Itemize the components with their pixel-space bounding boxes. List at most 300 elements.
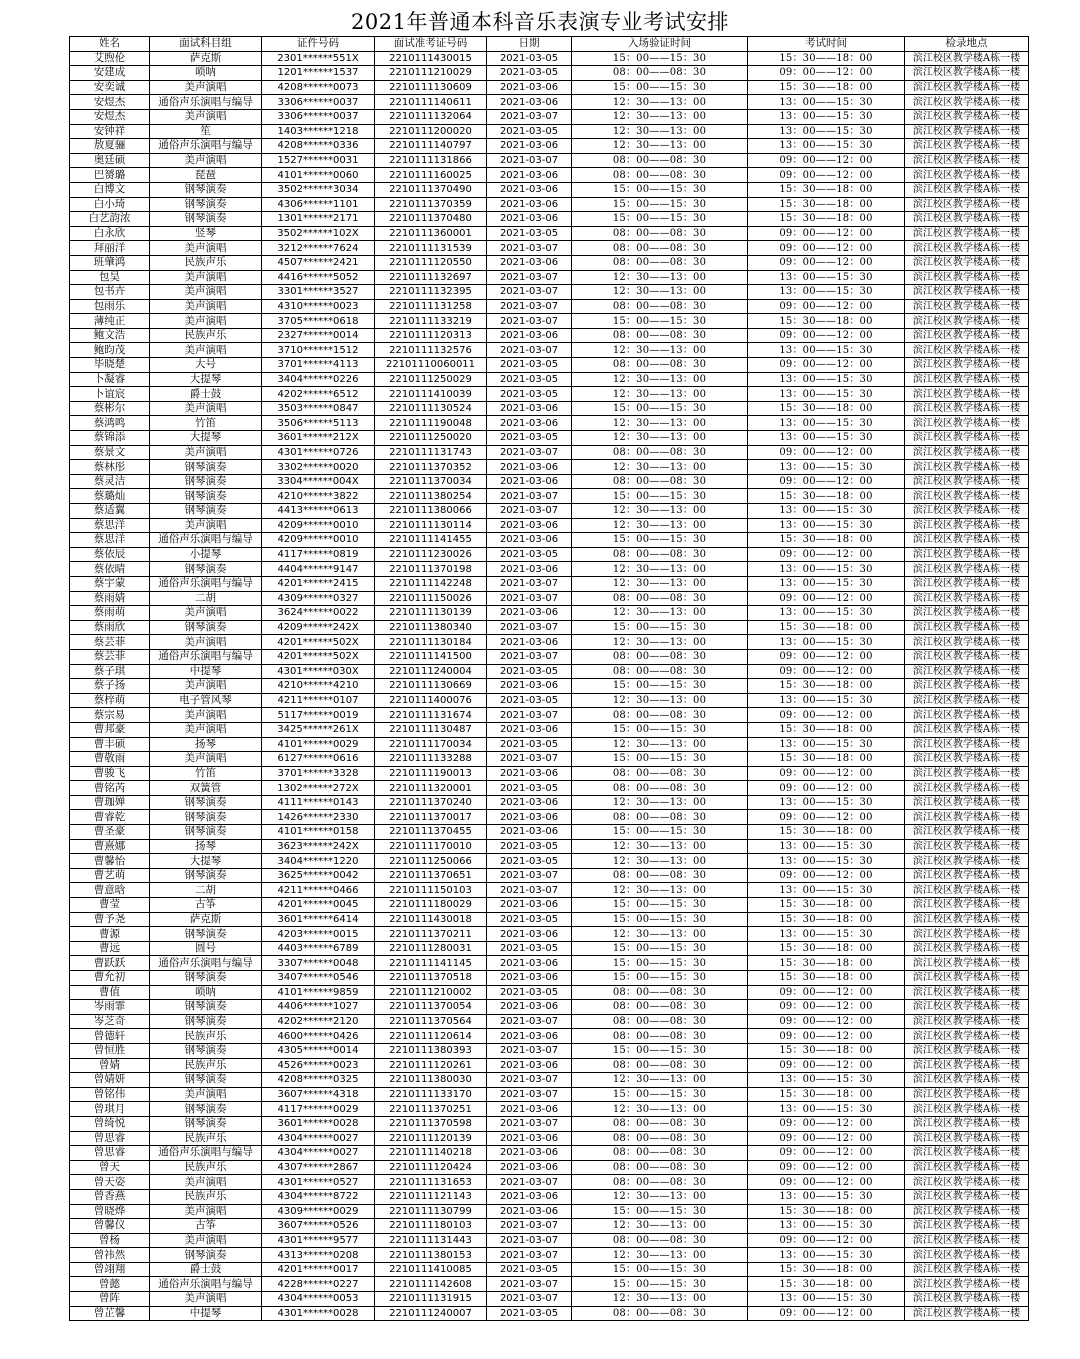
cell-id-number: 4101******0060: [262, 168, 375, 183]
cell-checkin-location: 滨江校区教学楼A栋一楼: [905, 431, 1029, 446]
cell-admission-number: 2210111131915: [375, 1292, 487, 1307]
cell-date: 2021-03-06: [487, 1189, 572, 1204]
cell-name: 曾思睿: [70, 1146, 150, 1161]
column-header-subject: 面试科目组: [150, 37, 262, 52]
column-header-entry-time: 入场验证时间: [572, 37, 748, 52]
cell-checkin-location: 滨江校区教学楼A栋一楼: [905, 124, 1029, 139]
cell-entry-time: 12：30——13：00: [572, 387, 748, 402]
cell-entry-time: 08：00——08：30: [572, 1029, 748, 1044]
cell-id-number: 3304******004X: [262, 474, 375, 489]
cell-admission-number: 2210111360001: [375, 226, 487, 241]
cell-subject: 大号: [150, 358, 262, 373]
cell-entry-time: 15：00——15：30: [572, 825, 748, 840]
cell-checkin-location: 滨江校区教学楼A栋一楼: [905, 387, 1029, 402]
cell-checkin-location: 滨江校区教学楼A栋一楼: [905, 985, 1029, 1000]
cell-name: 曾懿: [70, 1277, 150, 1292]
cell-checkin-location: 滨江校区教学楼A栋一楼: [905, 1000, 1029, 1015]
cell-id-number: 4406******1027: [262, 1000, 375, 1015]
cell-entry-time: 12：30——13：00: [572, 562, 748, 577]
cell-exam-time: 09：00——12：00: [748, 1058, 905, 1073]
table-row: [70, 401, 1029, 416]
cell-entry-time: 12：30——13：00: [572, 927, 748, 942]
cell-admission-number: 2210111370564: [375, 1014, 487, 1029]
page-title: 2021年普通本科音乐表演专业考试安排: [351, 10, 729, 34]
cell-name: 鲍昀茂: [70, 343, 150, 358]
cell-id-number: 4101******0029: [262, 737, 375, 752]
cell-name: 巴赟璐: [70, 168, 150, 183]
cell-name: 蔡雨欣: [70, 620, 150, 635]
cell-entry-time: 12：30——13：00: [572, 737, 748, 752]
cell-exam-time: 09：00——12：00: [748, 226, 905, 241]
cell-subject: 竖琴: [150, 226, 262, 241]
cell-name: 曾绮悦: [70, 1116, 150, 1131]
cell-id-number: 3302******0020: [262, 460, 375, 475]
cell-name: 曾铭伟: [70, 1087, 150, 1102]
cell-exam-time: 13：00——15：30: [748, 387, 905, 402]
cell-checkin-location: 滨江校区教学楼A栋一楼: [905, 547, 1029, 562]
cell-subject: 笙: [150, 124, 262, 139]
cell-subject: 萨克斯: [150, 51, 262, 66]
cell-id-number: 4600******0426: [262, 1029, 375, 1044]
cell-id-number: 3701******3328: [262, 766, 375, 781]
cell-date: 2021-03-06: [487, 795, 572, 810]
cell-name: 曹珈婵: [70, 795, 150, 810]
cell-admission-number: 2210111132576: [375, 343, 487, 358]
cell-checkin-location: 滨江校区教学楼A栋一楼: [905, 241, 1029, 256]
cell-entry-time: 15：00——15：30: [572, 620, 748, 635]
table-row: [70, 1131, 1029, 1146]
cell-date: 2021-03-07: [487, 343, 572, 358]
table-row: [70, 1000, 1029, 1015]
cell-date: 2021-03-05: [487, 912, 572, 927]
cell-name: 拜丽洋: [70, 241, 150, 256]
cell-name: 蔡宗易: [70, 708, 150, 723]
cell-id-number: 4309******0327: [262, 591, 375, 606]
cell-entry-time: 15：00——15：30: [572, 752, 748, 767]
cell-exam-time: 13：00——15：30: [748, 460, 905, 475]
cell-date: 2021-03-05: [487, 124, 572, 139]
cell-id-number: 2301******551X: [262, 51, 375, 66]
cell-exam-time: 13：00——15：30: [748, 1292, 905, 1307]
cell-entry-time: 12：30——13：00: [572, 883, 748, 898]
table-row: [70, 766, 1029, 781]
cell-subject: 美声演唱: [150, 722, 262, 737]
cell-name: 白博文: [70, 182, 150, 197]
cell-entry-time: 08：00——08：30: [572, 226, 748, 241]
cell-subject: 美声演唱: [150, 270, 262, 285]
cell-admission-number: 2210111141455: [375, 533, 487, 548]
cell-admission-number: 2210111132697: [375, 270, 487, 285]
cell-id-number: 3607******4318: [262, 1087, 375, 1102]
cell-id-number: 4403******6789: [262, 941, 375, 956]
cell-id-number: 4305******0014: [262, 1043, 375, 1058]
cell-admission-number: 2210111133170: [375, 1087, 487, 1102]
cell-date: 2021-03-06: [487, 1131, 572, 1146]
cell-admission-number: 2210111250020: [375, 431, 487, 446]
cell-date: 2021-03-05: [487, 358, 572, 373]
cell-entry-time: 08：00——08：30: [572, 1233, 748, 1248]
cell-checkin-location: 滨江校区教学楼A栋一楼: [905, 95, 1029, 110]
cell-id-number: 3502******102X: [262, 226, 375, 241]
exam-schedule-table: [69, 36, 1029, 1321]
cell-name: 蔡子琪: [70, 664, 150, 679]
cell-id-number: 4201******502X: [262, 649, 375, 664]
cell-id-number: 3503******0847: [262, 401, 375, 416]
cell-exam-time: 13：00——15：30: [748, 1248, 905, 1263]
cell-checkin-location: 滨江校区教学楼A栋一楼: [905, 504, 1029, 519]
cell-admission-number: 2210111131653: [375, 1175, 487, 1190]
table-row: [70, 868, 1029, 883]
cell-checkin-location: 滨江校区教学楼A栋一楼: [905, 606, 1029, 621]
cell-subject: 中提琴: [150, 1306, 262, 1321]
cell-admission-number: 2210111120261: [375, 1058, 487, 1073]
cell-entry-time: 12：30——13：00: [572, 95, 748, 110]
cell-id-number: 1403******1218: [262, 124, 375, 139]
cell-entry-time: 12：30——13：00: [572, 1248, 748, 1263]
cell-name: 蔡灵洁: [70, 474, 150, 489]
cell-subject: 通俗声乐演唱与编导: [150, 1277, 262, 1292]
cell-entry-time: 12：30——13：00: [572, 343, 748, 358]
cell-subject: 美声演唱: [150, 401, 262, 416]
cell-entry-time: 08：00——08：30: [572, 781, 748, 796]
table-row: [70, 722, 1029, 737]
cell-name: 白永欣: [70, 226, 150, 241]
cell-subject: 美声演唱: [150, 109, 262, 124]
table-row: [70, 971, 1029, 986]
cell-id-number: 3601******212X: [262, 431, 375, 446]
cell-entry-time: 08：00——08：30: [572, 1014, 748, 1029]
cell-date: 2021-03-05: [487, 854, 572, 869]
cell-checkin-location: 滨江校区教学楼A栋一楼: [905, 1219, 1029, 1234]
cell-admission-number: 2210111120550: [375, 255, 487, 270]
cell-id-number: 4310******0023: [262, 299, 375, 314]
cell-admission-number: 2210111430018: [375, 912, 487, 927]
table-row: [70, 343, 1029, 358]
cell-id-number: 3306******0037: [262, 95, 375, 110]
cell-id-number: 4307******2867: [262, 1160, 375, 1175]
cell-name: 曾婧妍: [70, 1073, 150, 1088]
cell-id-number: 3502******3034: [262, 182, 375, 197]
cell-entry-time: 12：30——13：00: [572, 1219, 748, 1234]
cell-exam-time: 13：00——15：30: [748, 737, 905, 752]
cell-exam-time: 13：00——15：30: [748, 795, 905, 810]
cell-admission-number: 2210111410085: [375, 1262, 487, 1277]
cell-exam-time: 13：00——15：30: [748, 431, 905, 446]
cell-subject: 美声演唱: [150, 635, 262, 650]
cell-date: 2021-03-07: [487, 1175, 572, 1190]
cell-date: 2021-03-07: [487, 1277, 572, 1292]
cell-admission-number: 2210111370198: [375, 562, 487, 577]
cell-checkin-location: 滨江校区教学楼A栋一楼: [905, 1029, 1029, 1044]
cell-checkin-location: 滨江校区教学楼A栋一楼: [905, 898, 1029, 913]
cell-admission-number: 2210111120424: [375, 1160, 487, 1175]
cell-id-number: 3625******0042: [262, 868, 375, 883]
cell-subject: 钢琴演奏: [150, 182, 262, 197]
cell-id-number: 4201******0045: [262, 898, 375, 913]
cell-subject: 民族声乐: [150, 1058, 262, 1073]
cell-id-number: 4208******0336: [262, 139, 375, 154]
cell-id-number: 4210******3822: [262, 489, 375, 504]
cell-name: 蔡锦添: [70, 431, 150, 446]
cell-admission-number: 2210111190048: [375, 416, 487, 431]
cell-date: 2021-03-06: [487, 212, 572, 227]
cell-date: 2021-03-06: [487, 460, 572, 475]
cell-name: 蔡芸菲: [70, 635, 150, 650]
cell-name: 班肇鸿: [70, 255, 150, 270]
cell-date: 2021-03-07: [487, 1116, 572, 1131]
cell-subject: 钢琴演奏: [150, 474, 262, 489]
cell-exam-time: 09：00——12：00: [748, 766, 905, 781]
cell-name: 蔡彬尔: [70, 401, 150, 416]
cell-name: 岑雨霏: [70, 1000, 150, 1015]
cell-exam-time: 09：00——12：00: [748, 649, 905, 664]
cell-subject: 美声演唱: [150, 1204, 262, 1219]
cell-name: 蔡梓萌: [70, 693, 150, 708]
cell-checkin-location: 滨江校区教学楼A栋一楼: [905, 664, 1029, 679]
cell-checkin-location: 滨江校区教学楼A栋一楼: [905, 1233, 1029, 1248]
cell-checkin-location: 滨江校区教学楼A栋一楼: [905, 489, 1029, 504]
cell-admission-number: 2210111370034: [375, 474, 487, 489]
cell-exam-time: 13：00——15：30: [748, 635, 905, 650]
cell-subject: 美声演唱: [150, 1175, 262, 1190]
cell-id-number: 3425******261X: [262, 722, 375, 737]
cell-checkin-location: 滨江校区教学楼A栋一楼: [905, 1248, 1029, 1263]
cell-admission-number: 2210111120313: [375, 328, 487, 343]
cell-entry-time: 12：30——13：00: [572, 1292, 748, 1307]
cell-name: 曾琪月: [70, 1102, 150, 1117]
cell-date: 2021-03-07: [487, 883, 572, 898]
column-header-date: 日期: [487, 37, 572, 52]
cell-exam-time: 15：30——18：00: [748, 898, 905, 913]
table-row: [70, 1233, 1029, 1248]
table-row: [70, 956, 1029, 971]
cell-date: 2021-03-06: [487, 328, 572, 343]
cell-admission-number: 2210111141500: [375, 649, 487, 664]
cell-admission-number: 2210111370490: [375, 182, 487, 197]
cell-date: 2021-03-06: [487, 1000, 572, 1015]
column-header-admission-number: 面试准考证号码: [375, 37, 487, 52]
cell-entry-time: 12：30——13：00: [572, 576, 748, 591]
cell-subject: 钢琴演奏: [150, 504, 262, 519]
cell-checkin-location: 滨江校区教学楼A栋一楼: [905, 314, 1029, 329]
cell-entry-time: 08：00——08：30: [572, 664, 748, 679]
cell-admission-number: 2210111131674: [375, 708, 487, 723]
cell-admission-number: 2210111120614: [375, 1029, 487, 1044]
cell-exam-time: 13：00——15：30: [748, 927, 905, 942]
cell-admission-number: 2210111131866: [375, 153, 487, 168]
cell-id-number: 4301******0726: [262, 445, 375, 460]
cell-id-number: 4304******0027: [262, 1146, 375, 1161]
cell-date: 2021-03-07: [487, 109, 572, 124]
table-row: [70, 80, 1029, 95]
table-row: [70, 1029, 1029, 1044]
cell-entry-time: 15：00——15：30: [572, 898, 748, 913]
table-row: [70, 620, 1029, 635]
cell-admission-number: 2210111210029: [375, 66, 487, 81]
cell-checkin-location: 滨江校区教学楼A栋一楼: [905, 1014, 1029, 1029]
cell-name: 蔡雨萌: [70, 606, 150, 621]
cell-id-number: 3506******5113: [262, 416, 375, 431]
table-row: [70, 795, 1029, 810]
table-row: [70, 898, 1029, 913]
cell-date: 2021-03-06: [487, 1029, 572, 1044]
cell-checkin-location: 滨江校区教学楼A栋一楼: [905, 1189, 1029, 1204]
table-row: [70, 679, 1029, 694]
cell-entry-time: 15：00——15：30: [572, 1204, 748, 1219]
table-row: [70, 153, 1029, 168]
cell-checkin-location: 滨江校区教学楼A栋一楼: [905, 1116, 1029, 1131]
cell-date: 2021-03-05: [487, 781, 572, 796]
table-row: [70, 591, 1029, 606]
cell-exam-time: 09：00——12：00: [748, 1029, 905, 1044]
cell-checkin-location: 滨江校区教学楼A栋一楼: [905, 1087, 1029, 1102]
cell-admission-number: 2210111370240: [375, 795, 487, 810]
cell-name: 蔡璐灿: [70, 489, 150, 504]
cell-subject: 美声演唱: [150, 679, 262, 694]
cell-admission-number: 2210111380254: [375, 489, 487, 504]
cell-entry-time: 08：00——08：30: [572, 474, 748, 489]
cell-subject: 钢琴演奏: [150, 1102, 262, 1117]
cell-date: 2021-03-05: [487, 839, 572, 854]
cell-admission-number: 2210111130487: [375, 722, 487, 737]
cell-exam-time: 13：00——15：30: [748, 693, 905, 708]
table-row: [70, 255, 1029, 270]
cell-exam-time: 15：30——18：00: [748, 722, 905, 737]
table-row: [70, 1058, 1029, 1073]
cell-checkin-location: 滨江校区教学楼A栋一楼: [905, 299, 1029, 314]
cell-checkin-location: 滨江校区教学楼A栋一楼: [905, 927, 1029, 942]
cell-entry-time: 15：00——15：30: [572, 1043, 748, 1058]
cell-checkin-location: 滨江校区教学楼A栋一楼: [905, 1146, 1029, 1161]
cell-id-number: 4301******030X: [262, 664, 375, 679]
cell-exam-time: 09：00——12：00: [748, 1131, 905, 1146]
cell-checkin-location: 滨江校区教学楼A栋一楼: [905, 1160, 1029, 1175]
cell-name: 曾天: [70, 1160, 150, 1175]
cell-admission-number: 2210111280031: [375, 941, 487, 956]
cell-subject: 民族声乐: [150, 1029, 262, 1044]
cell-admission-number: 2210111130799: [375, 1204, 487, 1219]
cell-entry-time: 15：00——15：30: [572, 971, 748, 986]
cell-date: 2021-03-07: [487, 649, 572, 664]
cell-subject: 通俗声乐演唱与编导: [150, 533, 262, 548]
table-row: [70, 51, 1029, 66]
cell-date: 2021-03-07: [487, 1292, 572, 1307]
cell-name: 曹意晗: [70, 883, 150, 898]
table-row: [70, 299, 1029, 314]
cell-id-number: 4526******0023: [262, 1058, 375, 1073]
cell-checkin-location: 滨江校区教学楼A栋一楼: [905, 576, 1029, 591]
cell-admission-number: 22101110060011: [375, 358, 487, 373]
cell-entry-time: 12：30——13：00: [572, 1102, 748, 1117]
table-row: [70, 1189, 1029, 1204]
cell-checkin-location: 滨江校区教学楼A栋一楼: [905, 1277, 1029, 1292]
cell-subject: 竹笛: [150, 416, 262, 431]
cell-admission-number: 2210111370054: [375, 1000, 487, 1015]
cell-id-number: 3212******7624: [262, 241, 375, 256]
cell-entry-time: 08：00——08：30: [572, 358, 748, 373]
cell-exam-time: 15：30——18：00: [748, 752, 905, 767]
cell-entry-time: 12：30——13：00: [572, 431, 748, 446]
cell-id-number: 4201******502X: [262, 635, 375, 650]
cell-date: 2021-03-06: [487, 416, 572, 431]
cell-id-number: 4101******9859: [262, 985, 375, 1000]
cell-exam-time: 15：30——18：00: [748, 212, 905, 227]
cell-admission-number: 2210111210002: [375, 985, 487, 1000]
cell-checkin-location: 滨江校区教学楼A栋一楼: [905, 372, 1029, 387]
cell-checkin-location: 滨江校区教学楼A栋一楼: [905, 343, 1029, 358]
column-header-exam-time: 考试时间: [748, 37, 905, 52]
table-row: [70, 810, 1029, 825]
cell-entry-time: 08：00——08：30: [572, 1058, 748, 1073]
cell-date: 2021-03-07: [487, 591, 572, 606]
cell-date: 2021-03-07: [487, 1233, 572, 1248]
cell-name: 曹允初: [70, 971, 150, 986]
cell-admission-number: 2210111180103: [375, 1219, 487, 1234]
cell-admission-number: 2210111370598: [375, 1116, 487, 1131]
table-row: [70, 562, 1029, 577]
cell-admission-number: 2210111133219: [375, 314, 487, 329]
cell-id-number: 4210******4210: [262, 679, 375, 694]
cell-date: 2021-03-07: [487, 576, 572, 591]
cell-entry-time: 15：00——15：30: [572, 401, 748, 416]
cell-exam-time: 09：00——12：00: [748, 1160, 905, 1175]
cell-date: 2021-03-06: [487, 474, 572, 489]
cell-id-number: 3404******1220: [262, 854, 375, 869]
cell-id-number: 1426******2330: [262, 810, 375, 825]
cell-name: 艾煦伦: [70, 51, 150, 66]
table-row: [70, 474, 1029, 489]
cell-date: 2021-03-06: [487, 956, 572, 971]
cell-exam-time: 15：30——18：00: [748, 1262, 905, 1277]
cell-date: 2021-03-07: [487, 314, 572, 329]
cell-date: 2021-03-06: [487, 401, 572, 416]
cell-date: 2021-03-06: [487, 562, 572, 577]
cell-date: 2021-03-05: [487, 387, 572, 402]
cell-checkin-location: 滨江校区教学楼A栋一楼: [905, 212, 1029, 227]
cell-exam-time: 13：00——15：30: [748, 883, 905, 898]
cell-entry-time: 12：30——13：00: [572, 109, 748, 124]
cell-entry-time: 12：30——13：00: [572, 1073, 748, 1088]
cell-exam-time: 15：30——18：00: [748, 314, 905, 329]
cell-date: 2021-03-06: [487, 80, 572, 95]
cell-date: 2021-03-06: [487, 1204, 572, 1219]
cell-subject: 钢琴演奏: [150, 1073, 262, 1088]
cell-date: 2021-03-05: [487, 985, 572, 1000]
table-row: [70, 66, 1029, 81]
cell-admission-number: 2210111200020: [375, 124, 487, 139]
cell-subject: 古筝: [150, 1219, 262, 1234]
cell-date: 2021-03-06: [487, 722, 572, 737]
cell-exam-time: 09：00——12：00: [748, 547, 905, 562]
cell-date: 2021-03-06: [487, 1160, 572, 1175]
cell-name: 曾思睿: [70, 1131, 150, 1146]
cell-checkin-location: 滨江校区教学楼A栋一楼: [905, 168, 1029, 183]
cell-subject: 二胡: [150, 591, 262, 606]
cell-name: 曾阵: [70, 1292, 150, 1307]
cell-exam-time: 15：30——18：00: [748, 1204, 905, 1219]
cell-subject: 古筝: [150, 898, 262, 913]
cell-id-number: 3624******0022: [262, 606, 375, 621]
table-row: [70, 504, 1029, 519]
cell-admission-number: 2210111140218: [375, 1146, 487, 1161]
cell-entry-time: 08：00——08：30: [572, 168, 748, 183]
cell-name: 曾天姿: [70, 1175, 150, 1190]
cell-name: 曾馨仪: [70, 1219, 150, 1234]
cell-admission-number: 2210111370480: [375, 212, 487, 227]
cell-name: 蔡林彤: [70, 460, 150, 475]
cell-subject: 唢呐: [150, 66, 262, 81]
cell-checkin-location: 滨江校区教学楼A栋一楼: [905, 401, 1029, 416]
